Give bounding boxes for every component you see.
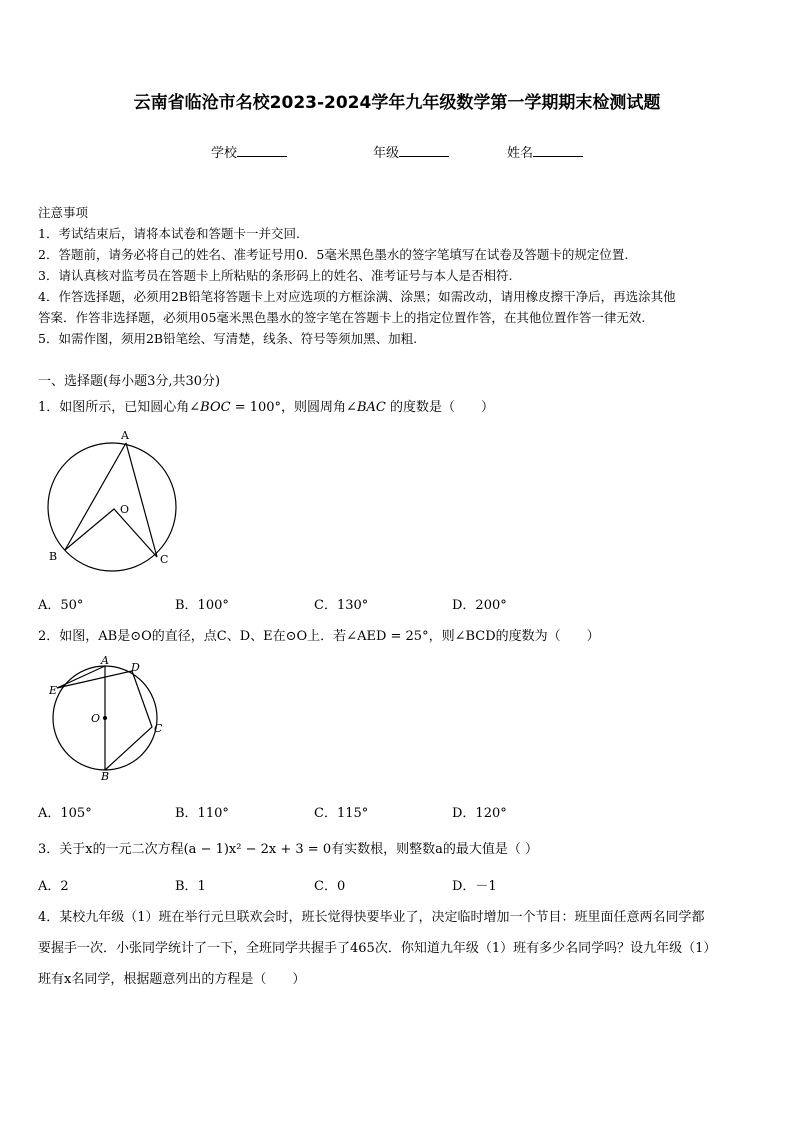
chord-ab xyxy=(65,443,126,550)
notice-item: 4．作答选择题，必须用2B铅笔将答题卡上对应选项的方框涂满、涂黑；如需改动，请用橡皮擦干净后，再选涂其他 xyxy=(38,289,676,304)
question-2-figure xyxy=(45,652,175,782)
question-2-text: 2．如图，AB是⊙O的直径，点C、D、E在⊙O上．若∠AED = 25°，则∠BCD的度数为（ ） xyxy=(38,629,600,644)
question-3-text: 3．关于x的一元二次方程(a − 1)x² − 2x + 3 = 0有实数根，则整数a的最大值是（ ） xyxy=(38,842,538,857)
question-1-option-b: B．100° xyxy=(175,598,229,613)
notice-item: 2．答题前，请务必将自己的姓名、准考证号用0．5毫米黑色墨水的签字笔填写在试卷及答题卡的规定位置. xyxy=(38,247,629,262)
school-label: 学校 xyxy=(211,146,238,161)
grade-label: 年级 xyxy=(373,146,400,161)
label-b: B xyxy=(49,550,58,563)
question-3-option-c: C．0 xyxy=(314,879,346,894)
name-field xyxy=(507,142,583,161)
question-1-option-c: C．130° xyxy=(314,598,369,613)
question-2-option-c: C．115° xyxy=(314,806,369,821)
question-2-option-a: A．105° xyxy=(38,806,92,821)
grade-blank xyxy=(399,145,449,157)
grade-field xyxy=(373,142,449,161)
notice-item: 答案．作答非选择题，必须用05毫米黑色墨水的签字笔在答题卡上的指定位置作答，在其他位置作答一律无效. xyxy=(38,310,646,325)
label-e: E xyxy=(49,684,58,697)
question-2-option-b: B．110° xyxy=(175,806,229,821)
name-label: 姓名 xyxy=(507,146,534,161)
question-1-option-d: D．200° xyxy=(452,598,507,613)
school-field xyxy=(211,142,287,161)
label-c: C xyxy=(154,722,163,735)
question-3-option-d: D．－1 xyxy=(452,879,497,894)
page-title: 云南省临沧市名校2023-2024学年九年级数学第一学期期末检测试题 xyxy=(133,93,661,113)
radii-ob-oc xyxy=(65,509,157,557)
notice-item: 1．考试结束后，请将本试卷和答题卡一并交回. xyxy=(38,226,300,241)
center-point xyxy=(103,716,107,720)
label-a: A xyxy=(101,654,109,667)
question-4-line: 要握手一次．小张同学统计了一下，全班同学共握手了465次．你知道九年级（1）班有多少名同学吗？设九年级（1） xyxy=(38,941,717,956)
question-1-figure xyxy=(40,425,200,585)
question-3-option-a: A．2 xyxy=(38,879,69,894)
section-heading: 一、选择题(每小题3分,共30分) xyxy=(38,374,221,389)
question-3-option-b: B．1 xyxy=(175,879,206,894)
name-blank xyxy=(533,145,583,157)
question-1-option-a: A．50° xyxy=(38,598,84,613)
equation: (a − 1)x² − 2x + 3 = 0 xyxy=(183,842,332,857)
notice-heading: 注意事项 xyxy=(38,205,89,220)
question-4-line: 班有x名同学，根据题意列出的方程是（ ） xyxy=(38,972,306,987)
question-1-text: 1．如图所示，已知圆心角∠BOC = 100°，则圆周角∠BAC 的度数是（ ） xyxy=(38,400,494,415)
label-o: O xyxy=(91,712,101,725)
label-d: D xyxy=(131,661,140,674)
label-b: B xyxy=(101,770,110,782)
label-c: C xyxy=(160,553,169,566)
question-2-option-d: D．120° xyxy=(452,806,507,821)
school-blank xyxy=(237,145,287,157)
circle-o xyxy=(48,443,176,571)
notice-item: 5．如需作图，须用2B铅笔绘、写清楚，线条、符号等须加黑、加粗. xyxy=(38,331,418,346)
label-o: O xyxy=(120,503,130,516)
question-4-line: 4．某校九年级（1）班在举行元旦联欢会时，班长觉得快要毕业了，决定临时增加一个节目：班里面任意两名同学都 xyxy=(38,910,705,925)
notice-item: 3．请认真核对监考员在答题卡上所粘贴的条形码上的姓名、准考证号与本人是否相符. xyxy=(38,268,513,283)
label-a: A xyxy=(121,429,129,442)
